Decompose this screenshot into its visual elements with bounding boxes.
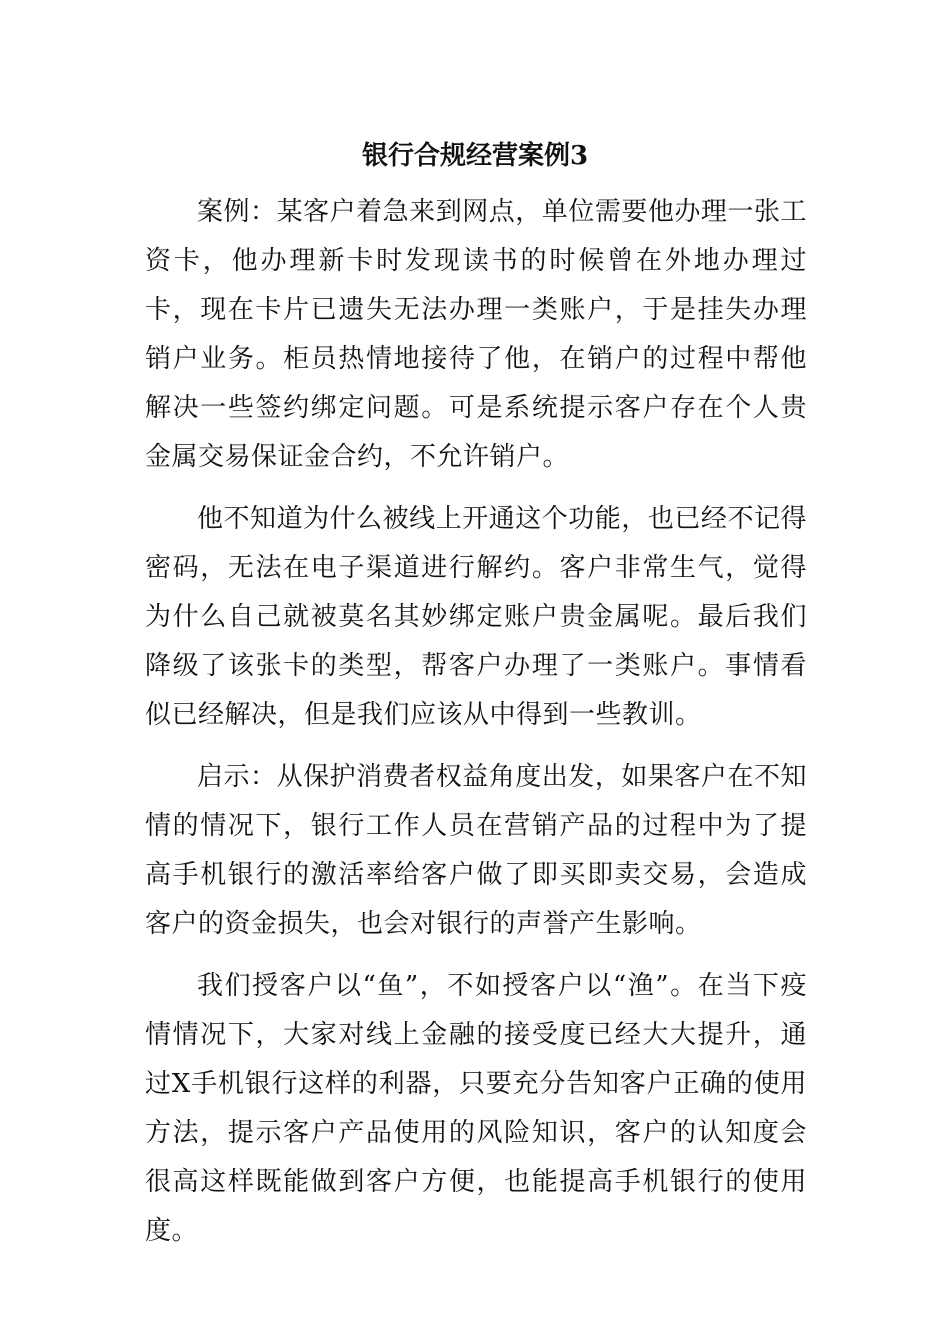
document-title: 银行合规经营案例3 (361, 141, 589, 171)
paragraph-follow-up: 他不知道为什么被线上开通这个功能，也已经不记得密码，无法在电子渠道进行解约。客户非常生气，觉得为什么自己就被莫名其妙绑定账户贵金属呢。最后我们降级了该张卡的类型，帮客户办理了一类账户。事情看似已经解决，但是我们应该从中得到一些教训。 (145, 504, 807, 730)
document-body (145, 188, 807, 1269)
paragraph-conclusion: 我们授客户以“鱼”，不如授客户以“渔”。在当下疫情情况下，大家对线上金融的接受度已经大大提升，通过X手机银行这样的利器，只要充分告知客户正确的使用方法，提示客户产品使用的风险知识，客户的认知度会很高这样既能做到客户方便，也能提高手机银行的使用度。 (145, 971, 807, 1246)
paragraph-case: 案例：某客户着急来到网点，单位需要他办理一张工资卡，他办理新卡时发现读书的时候曾在外地办理过卡，现在卡片已遗失无法办理一类账户，于是挂失办理销户业务。柜员热情地接待了他，在销户的过程中帮他解决一些签约绑定问题。可是系统提示客户存在个人贵金属交易保证金合约，不允许销户。 (145, 197, 807, 472)
paragraph-insight: 启示：从保护消费者权益角度出发，如果客户在不知情的情况下，银行工作人员在营销产品的过程中为了提高手机银行的激活率给客户做了即买即卖交易，会造成客户的资金损失，也会对银行的声誉产生影响。 (145, 762, 807, 939)
